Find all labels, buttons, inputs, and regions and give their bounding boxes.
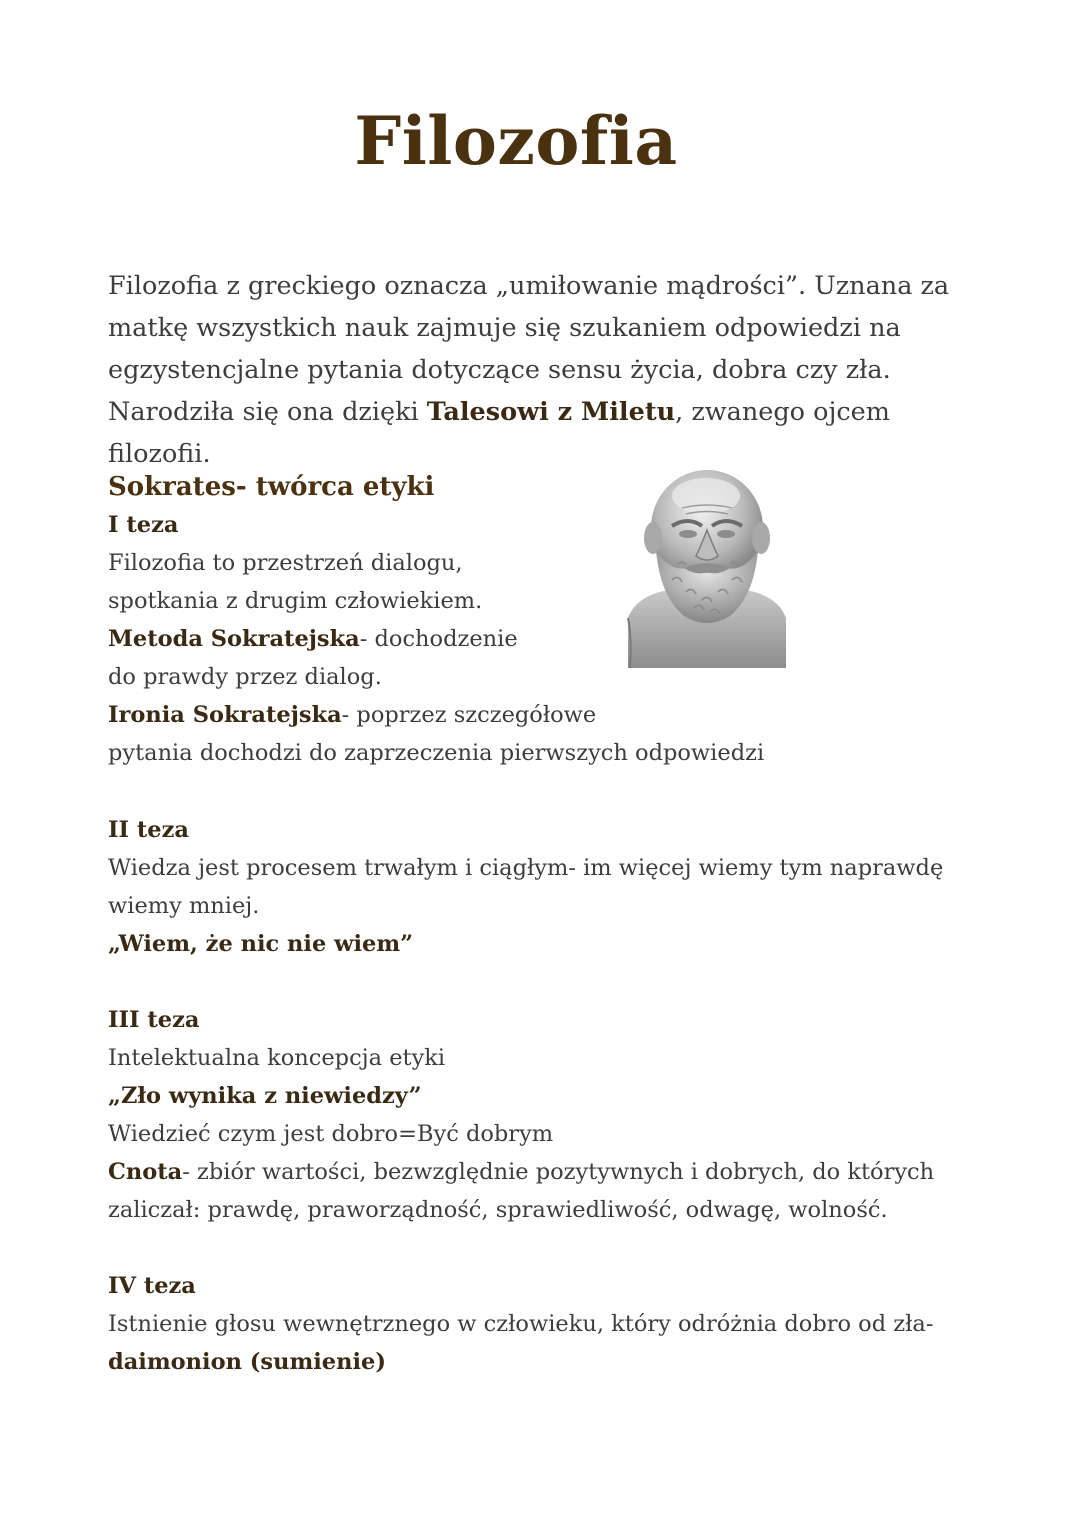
thesis-4-line-1: Istnienie głosu wewnętrznego w człowieku, który odróżnia dobro od zła- — [108, 1311, 934, 1337]
thesis-1-label: I teza — [108, 512, 179, 538]
term-cnota-definition: - zbiór wartości, bezwzględnie pozytywnych i dobrych, do których — [182, 1159, 935, 1185]
thesis-4-label: IV teza — [108, 1273, 196, 1299]
intro-paragraph — [108, 265, 988, 475]
term-daimonion: daimonion (sumienie) — [108, 1349, 386, 1375]
term-cnota: Cnota — [108, 1159, 183, 1185]
term-metoda-sokratejska: Metoda Sokratejska — [108, 626, 360, 652]
thesis-2-line-2: wiemy mniej. — [108, 893, 260, 919]
thesis-2-label: II teza — [108, 817, 189, 843]
section-thesis-2 — [108, 811, 988, 963]
thesis-1-term-2-row — [108, 696, 988, 734]
page-title: Filozofia — [354, 102, 678, 180]
thesis-1-line-1: Filozofia to przestrzeń dialogu, — [108, 550, 463, 576]
intro-text-2: , zwanego ojcem filozofii. — [108, 397, 890, 469]
term-metoda-definition: - dochodzenie — [359, 626, 518, 652]
term-ironia-sokratejska: Ironia Sokratejska — [108, 702, 342, 728]
term-ironia-definition: - poprzez szczegółowe — [341, 702, 597, 728]
thesis-2-quote: „Wiem, że nic nie wiem” — [108, 931, 414, 957]
thesis-3-line-1: Intelektualna koncepcja etyki — [108, 1045, 446, 1071]
section-heading-sokrates: Sokrates- twórca etyki — [108, 472, 435, 502]
thesis-2-line-1: Wiedza jest procesem trwałym i ciągłym- im więcej wiemy tym naprawdę — [108, 855, 944, 881]
thesis-1-line-2: spotkania z drugim człowiekiem. — [108, 588, 483, 614]
thesis-1-term-1-row — [108, 620, 988, 658]
socrates-bust-image — [626, 468, 788, 670]
thesis-3-label: III teza — [108, 1007, 200, 1033]
thesis-1-line-4: pytania dochodzi do zaprzeczenia pierwszych odpowiedzi — [108, 740, 765, 766]
thesis-3-term-row — [108, 1153, 988, 1191]
thesis-3-line-3: zaliczał: prawdę, praworządność, sprawiedliwość, odwagę, wolność. — [108, 1197, 888, 1223]
intro-text-1: Filozofia z greckiego oznacza „umiłowanie mądrości”. Uznana za matkę wszystkich nauk zajmuje się szukaniem odpowiedzi na egzystencjalne pytania dotyczące sensu życia, dobra czy zła. Narodziła się ona dzięki — [108, 271, 950, 427]
thesis-1-line-3: do prawdy przez dialog. — [108, 664, 382, 690]
intro-bold-tales: Talesowi z Miletu — [426, 397, 676, 427]
thesis-3-quote: „Zło wynika z niewiedzy” — [108, 1083, 422, 1109]
section-thesis-1 — [108, 468, 988, 772]
section-thesis-4 — [108, 1267, 988, 1381]
section-thesis-3 — [108, 1001, 988, 1229]
thesis-3-line-2: Wiedzieć czym jest dobro=Być dobrym — [108, 1121, 554, 1147]
